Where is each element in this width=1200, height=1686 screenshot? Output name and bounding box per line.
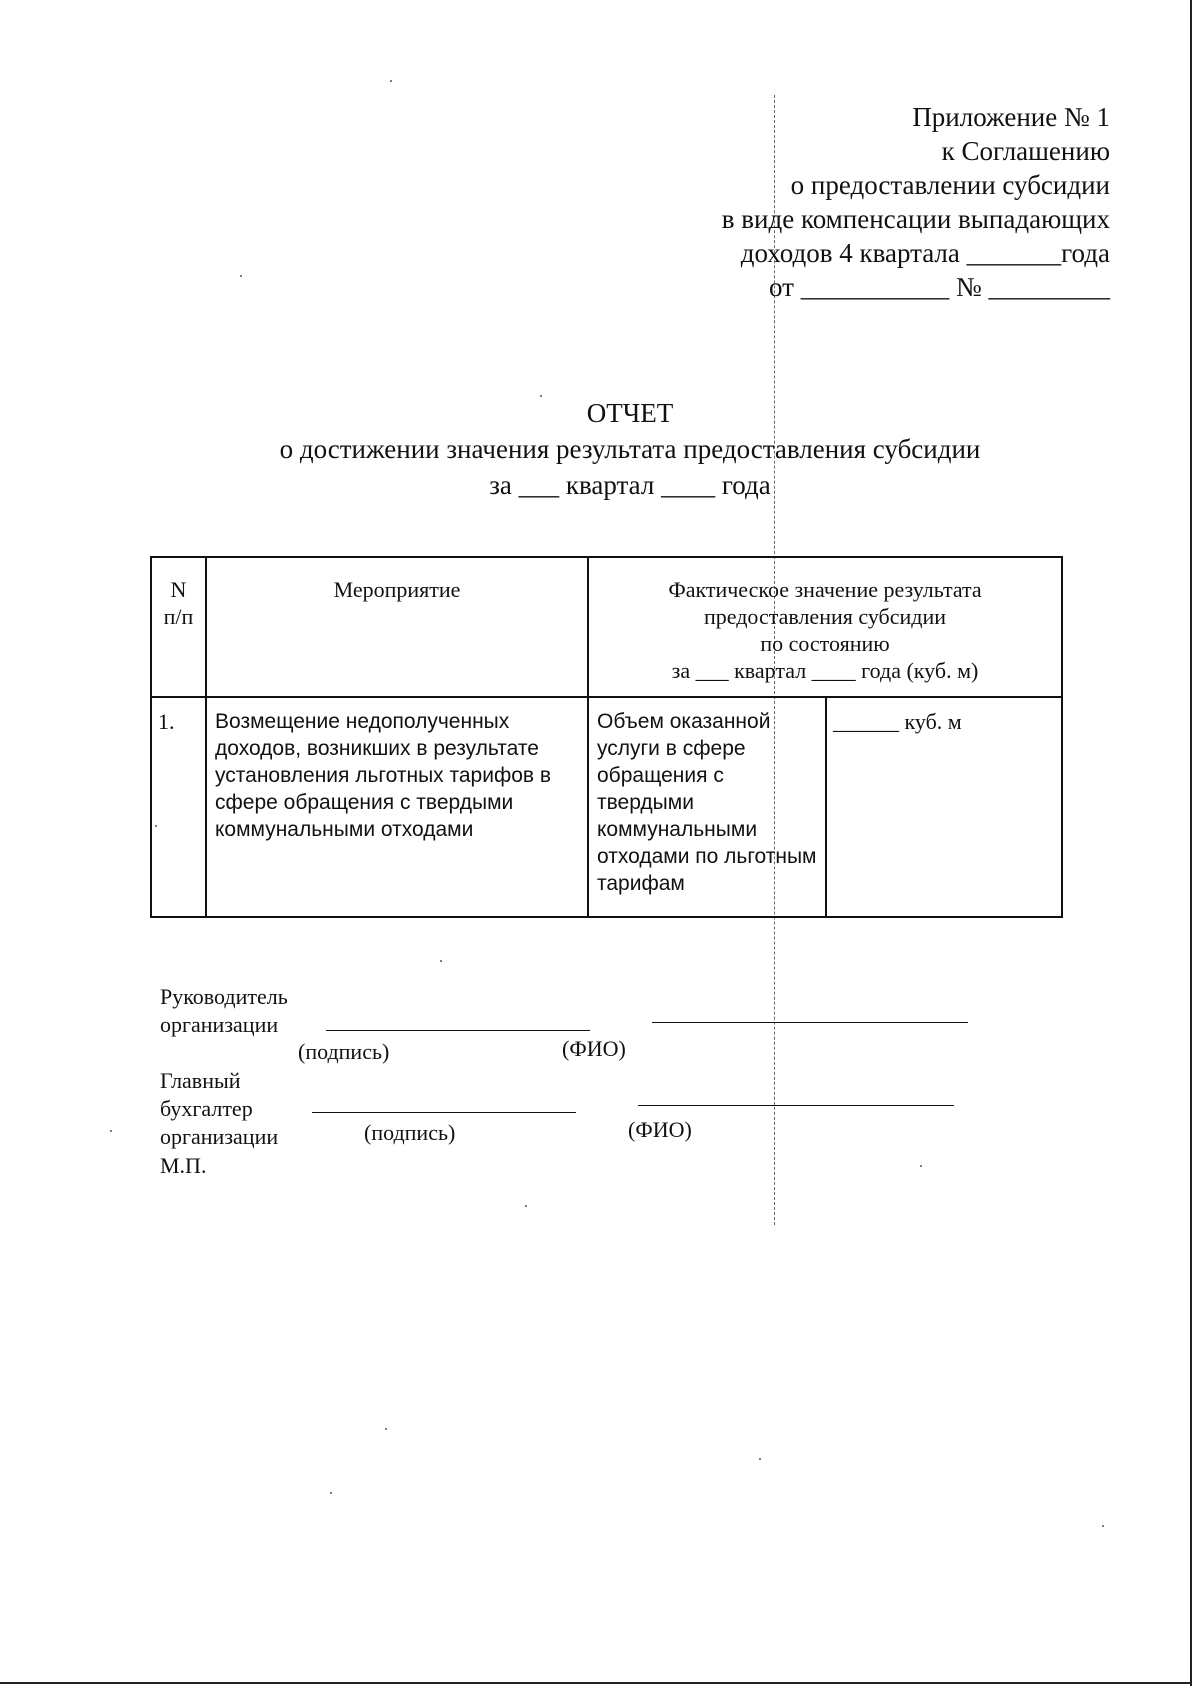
header-number [151,557,206,697]
appendix-quarter: доходов 4 квартала _______года [740,238,1110,268]
table-header-row [151,557,1062,697]
appendix-subject-2: в виде компенсации выпадающих [721,204,1110,234]
report-title-block [0,395,1200,503]
stamp-place: М.П. [160,1153,207,1178]
accountant-signature-line [312,1112,576,1113]
header-measure: Мероприятие [206,557,588,697]
appendix-agreement: к Соглашению [941,136,1110,166]
appendix-reference [722,100,1110,304]
row-value: ______ куб. м [826,697,1062,917]
scan-speck [759,1458,761,1460]
head-signature-line [326,1030,590,1031]
report-period: за ___ квартал ____ года [489,470,771,500]
scan-speck [240,275,242,277]
head-signature-caption: (подпись) [298,1039,390,1064]
accountant-label-1: Главный [160,1068,241,1093]
row-indicator: Объем оказанной услуги в сфере обращения с твердыми коммунальными отходами по льготным тарифам [588,697,826,917]
scan-edge-bottom [0,1682,1192,1684]
scan-speck [385,1428,387,1430]
accountant-label-2: бухгалтер [160,1096,253,1121]
accountant-signature-caption: (подпись) [364,1120,456,1145]
row-measure: Возмещение недополученных доходов, возникших в результате установления льготных тарифов в сфере обращения с твердыми коммунальными отходами [206,697,588,917]
header-number-line2: п/п [163,604,194,629]
header-result-line3: по состоянию [760,631,890,656]
header-result-line2: предоставления субсидии [703,604,947,629]
report-heading: ОТЧЕТ [586,398,674,428]
head-label-2: организации [160,1012,279,1037]
scan-speck [920,1165,922,1167]
scan-edge-right [1190,0,1192,1686]
head-name-caption: (ФИО) [562,1036,626,1061]
report-table [150,556,1063,918]
table-row [151,697,1062,917]
accountant-name-line [638,1105,954,1106]
head-name-line [652,1022,968,1023]
accountant-label-3: организации [160,1124,279,1149]
head-label-1: Руководитель [160,984,288,1009]
scan-speck [440,960,442,962]
row-number: 1. [151,697,206,917]
appendix-number: Приложение № 1 [912,102,1110,132]
scan-speck [330,1492,332,1494]
appendix-subject-1: о предоставлении субсидии [790,170,1110,200]
header-number-line1: N [170,577,187,602]
report-subtitle: о достижении значения результата предоставления субсидии [279,434,981,464]
scan-speck [1102,1525,1104,1527]
accountant-name-caption: (ФИО) [628,1117,692,1142]
scan-speck [390,80,392,82]
scan-speck [525,1205,527,1207]
appendix-date-number: от ___________ № _________ [769,272,1110,302]
header-result [588,557,1062,697]
header-result-line4: за ___ квартал ____ года (куб. м) [671,658,979,683]
header-result-line1: Фактическое значение результата [668,577,982,602]
scan-speck [110,1130,112,1132]
